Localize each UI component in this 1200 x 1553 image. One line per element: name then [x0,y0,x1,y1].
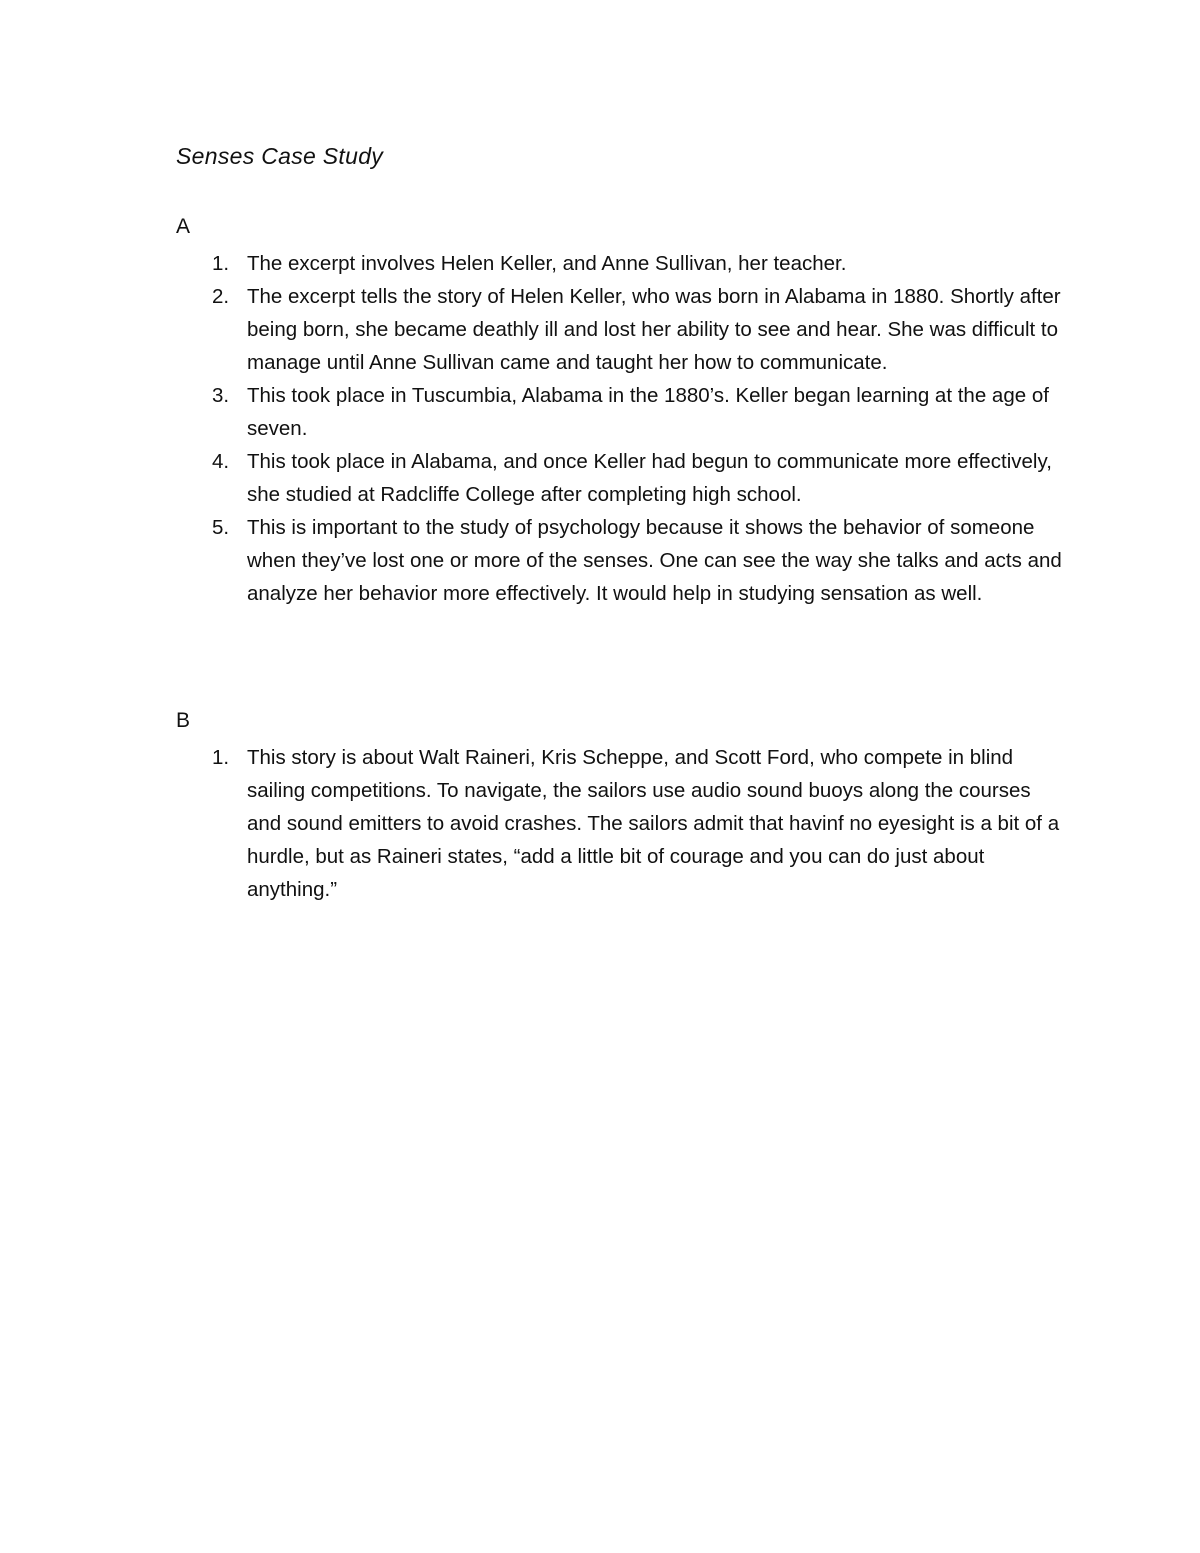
list-item [0,445,1200,511]
list-item-text: This is important to the study of psychology because it shows the behavior of someone when they’ve lost one or more of the senses. One can see the way she talks and acts and analyze her behavior more effectively. It would help in studying sensation as well. [247,516,1062,605]
list-item-text: This took place in Tuscumbia, Alabama in the 1880’s. Keller began learning at the age of seven. [247,384,1049,440]
section-label-b: B [176,709,191,732]
list-item [0,741,1200,906]
list-item-number: 1. [212,746,230,769]
list-item [0,280,1200,379]
list-item-number: 5. [212,516,230,539]
list-item-number: 3. [212,384,230,407]
list-item-text: The excerpt involves Helen Keller, and Anne Sullivan, her teacher. [247,252,847,275]
section-label-a: A [176,215,191,238]
list-item [0,247,1200,280]
section-a-list [0,247,1200,610]
list-item [0,511,1200,610]
list-item [0,379,1200,445]
list-item-number: 1. [212,252,230,275]
list-item-number: 4. [212,450,230,473]
list-item-number: 2. [212,285,230,308]
list-item-text: The excerpt tells the story of Helen Keller, who was born in Alabama in 1880. Shortly after being born, she became deathly ill and lost her ability to see and hear. She was difficult to manage until Anne Sullivan came and taught her how to communicate. [247,285,1061,374]
list-item-text: This took place in Alabama, and once Keller had begun to communicate more effectively, she studied at Radcliffe College after completing high school. [247,450,1052,506]
section-b-list [0,741,1200,906]
document-title: Senses Case Study [176,143,384,169]
list-item-text: This story is about Walt Raineri, Kris Scheppe, and Scott Ford, who compete in blind sailing competitions. To navigate, the sailors use audio sound buoys along the courses and sound emitters to avoid crashes. The sailors admit that havinf no eyesight is a bit of a hurdle, but as Raineri states, “add a little bit of courage and you can do just about anything.” [247,746,1060,901]
